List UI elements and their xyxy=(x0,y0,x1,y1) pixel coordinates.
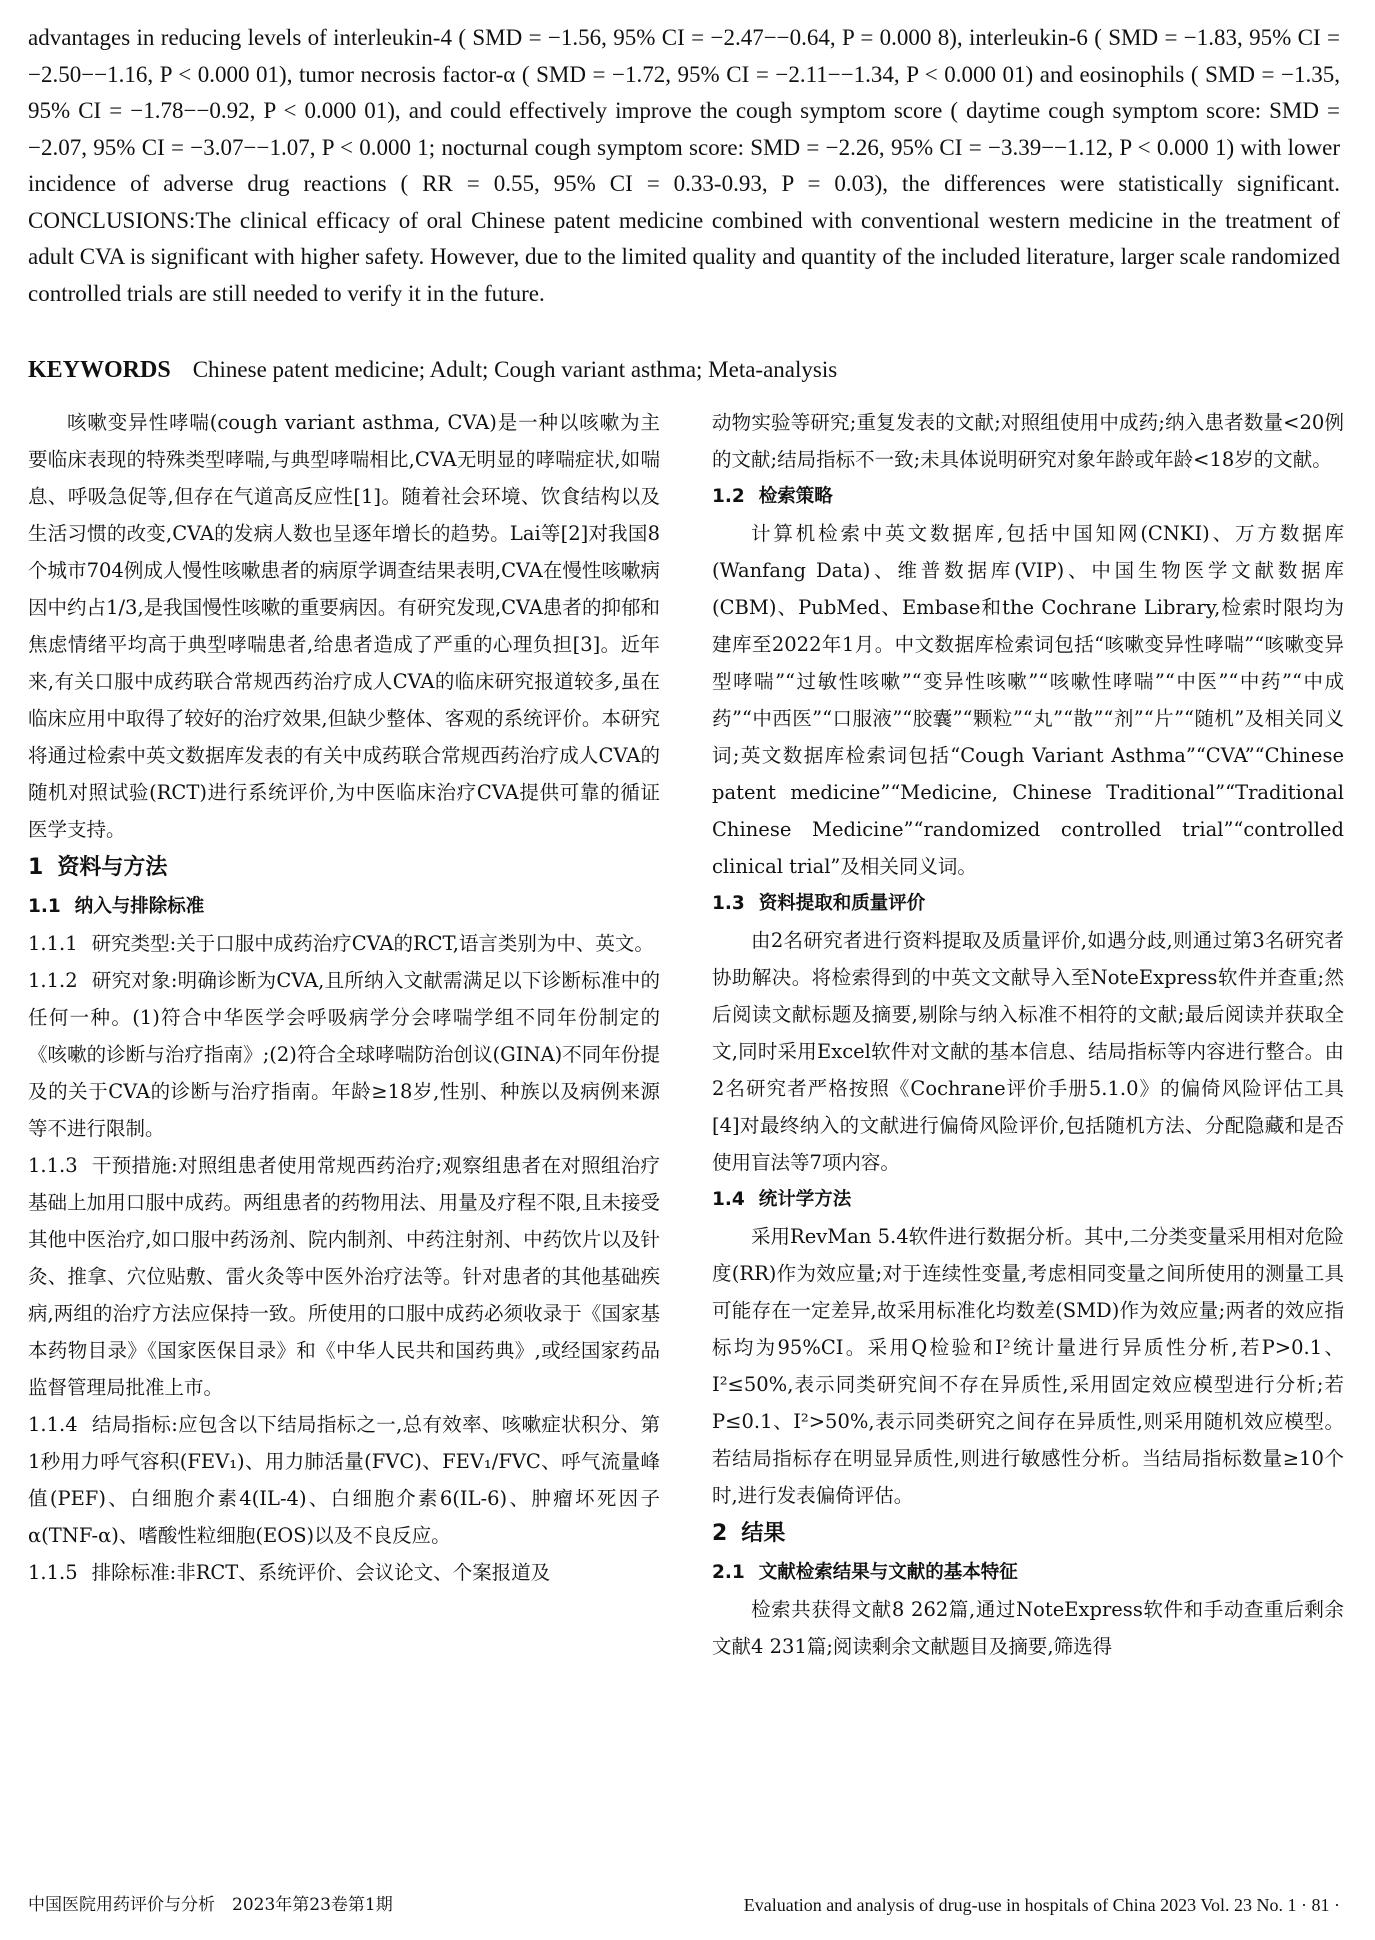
section-1-1-heading xyxy=(28,888,660,925)
para-1-1-1 xyxy=(28,925,660,962)
page-footer xyxy=(28,1890,1340,1920)
section-1-4-heading xyxy=(712,1181,1344,1218)
section-2-title: 结果 xyxy=(741,1521,786,1546)
search-strategy-paragraph: 计算机检索中英文数据库,包括中国知网(CNKI)、万方数据库(Wanfang Data)、维普数据库(VIP)、中国生物医学文献数据库(CBM)、PubMed、Embase和the Cochrane Library,检索时限均为建库至2022年1月。中文数据库检索词包括“咳嗽变异性哮喘”“咳嗽变异型哮喘”“过敏性咳嗽”“变异性咳嗽”“咳嗽性哮喘”“中医”“中药”“中成药”“中西医”“口服液”“胶囊”“颗粒”“丸”“散”“剂”“片”“随机”及相关同义词;英文数据库检索词包括“Cough Variant Asthma”“CVA”“Chinese patent medicine”“Medicine, Chinese Traditional”“Traditional Chinese Medicine”“randomized controlled trial”“controlled clinical trial”及相关同义词。 xyxy=(712,522,1344,878)
keywords-label: KEYWORDS xyxy=(28,357,171,383)
section-2-1-title: 文献检索结果与文献的基本特征 xyxy=(758,1562,1018,1583)
para-1-1-4-text: 结局指标:应包含以下结局指标之一,总有效率、咳嗽症状积分、第1秒用力呼气容积(FEV₁)、用力肺活量(FVC)、FEV₁/FVC、呼气流量峰值(PEF)、白细胞介素4(IL-4)、白细胞介素6(IL-6)、肿瘤坏死因子α(TNF-α)、嗜酸性粒细胞(EOS)以及不良反应。 xyxy=(28,1413,660,1547)
para-1-1-5 xyxy=(28,1554,660,1591)
abstract-results-text: advantages in reducing levels of interleukin-4 ( SMD = −1.56, 95% CI = −2.47−−0.64, P = 0.000 8), interleukin-6 ( SMD = −1.83, 95% CI = −2.50−−1.16, P < 0.000 01), tumor necrosis factor-α ( SMD = −1.72, 95% CI = −2.11−−1.34, P < 0.000 01) and eosinophils ( SMD = −1.35, 95% CI = −1.78−−0.92, P < 0.000 01), and could effectively improve the cough symptom score ( daytime cough symptom score: SMD = −2.07, 95% CI = −3.07−−1.07, P < 0.000 1; nocturnal cough symptom score: SMD = −2.26, 95% CI = −3.39−−1.12, P < 0.000 1) with lower incidence of adverse drug reactions ( RR = 0.55, 95% CI = 0.33-0.93, P = 0.03), the differences were statistically significant. xyxy=(28,25,1340,196)
statistics-paragraph: 采用RevMan 5.4软件进行数据分析。其中,二分类变量采用相对危险度(RR)作为效应量;对于连续性变量,考虑相同变量之间所使用的测量工具可能存在一定差异,故采用标准化均数差(SMD)作为效应量;两者的效应指标均为95%CI。采用Q检验和I²统计量进行异质性分析,若P>0.1、I²≤50%,表示同类研究间不存在异质性,采用固定效应模型进行分析;若P≤0.1、I²>50%,表示同类研究之间存在异质性,则采用随机效应模型。若结局指标存在明显异质性,则进行敏感性分析。当结局指标数量≥10个时,进行发表偏倚评估。 xyxy=(712,1225,1344,1507)
data-extraction-paragraph: 由2名研究者进行资料提取及质量评价,如遇分歧,则通过第3名研究者协助解决。将检索得到的中英文文献导入至NoteExpress软件并查重;然后阅读文献标题及摘要,剔除与纳入标准不相符的文献;最后阅读并获取全文,同时采用Excel软件对文献的基本信息、结局指标等内容进行整合。由2名研究者严格按照《Cochrane评价手册5.1.0》的偏倚风险评估工具[4]对最终纳入的文献进行偏倚风险评价,包括随机方法、分配隐藏和是否使用盲法等7项内容。 xyxy=(712,929,1344,1174)
section-2-number: 2 xyxy=(712,1521,728,1546)
footer-journal-en: Evaluation and analysis of drug-use in hospitals of China 2023 Vol. 23 No. 1 · 81 · xyxy=(743,1895,1340,1915)
intro-paragraph: 咳嗽变异性哮喘(cough variant asthma, CVA)是一种以咳嗽为主要临床表现的特殊类型哮喘,与典型哮喘相比,CVA无明显的哮喘症状,如喘息、呼吸急促等,但存在气道高反应性[1]。随着社会环境、饮食结构以及生活习惯的改变,CVA的发病人数也呈逐年增长的趋势。Lai等[2]对我国8个城市704例成人慢性咳嗽患者的病原学调查结果表明,CVA在慢性咳嗽病因中约占1/3,是我国慢性咳嗽的重要病因。有研究发现,CVA患者的抑郁和焦虑情绪平均高于典型哮喘患者,给患者造成了严重的心理负担[3]。近年来,有关口服中成药联合常规西药治疗成人CVA的临床研究报道较多,虽在临床应用中取得了较好的治疗效果,但缺少整体、客观的系统评价。本研究将通过检索中英文数据库发表的有关中成药联合常规西药治疗成人CVA的随机对照试验(RCT)进行系统评价,为中医临床治疗CVA提供可靠的循证医学支持。 xyxy=(28,411,660,841)
section-1-2-title: 检索策略 xyxy=(758,486,833,507)
para-1-1-2-text: 研究对象:明确诊断为CVA,且所纳入文献需满足以下诊断标准中的任何一种。(1)符合中华医学会呼吸病学分会哮喘学组不同年份制定的《咳嗽的诊断与治疗指南》;(2)符合全球哮喘防治创议(GINA)不同年份提及的关于CVA的诊断与治疗指南。年龄≥18岁,性别、种族以及病例来源等不进行限制。 xyxy=(28,969,660,1140)
section-1-2-heading xyxy=(712,478,1344,515)
section-1-1-title: 纳入与排除标准 xyxy=(74,896,205,917)
section-1-3-heading xyxy=(712,885,1344,922)
keywords-text: Chinese patent medicine; Adult; Cough variant asthma; Meta-analysis xyxy=(192,357,838,382)
keywords-line xyxy=(28,352,1340,388)
section-1-2-number: 1.2 xyxy=(712,486,745,507)
section-2-1-heading xyxy=(712,1554,1344,1591)
section-1-title: 资料与方法 xyxy=(57,855,168,880)
conclusions-label: CONCLUSIONS: xyxy=(28,207,196,233)
para-1-1-5-text: 排除标准:非RCT、系统评价、会议论文、个案报道及 xyxy=(91,1561,551,1584)
section-1-heading xyxy=(28,848,660,888)
para-1-1-4-number: 1.1.4 xyxy=(28,1413,78,1436)
section-1-4-title: 统计学方法 xyxy=(758,1189,852,1210)
para-1-1-3-text: 干预措施:对照组患者使用常规西药治疗;观察组患者在对照组治疗基础上加用口服中成药。两组患者的药物用法、用量及疗程不限,且未接受其他中医治疗,如口服中药汤剂、院内制剂、中药注射剂、中药饮片以及针灸、推拿、穴位贴敷、雷火灸等中医外治疗法等。针对患者的其他基础疾病,两组的治疗方法应保持一致。所使用的口服中成药必须收录于《国家基本药物目录》《国家医保目录》和《中华人民共和国药典》,或经国家药品监督管理局批准上市。 xyxy=(28,1154,660,1399)
section-2-1-number: 2.1 xyxy=(712,1562,745,1583)
para-1-1-3-number: 1.1.3 xyxy=(28,1154,78,1177)
para-1-1-5-number: 1.1.5 xyxy=(28,1561,78,1584)
para-1-1-1-text: 研究类型:关于口服中成药治疗CVA的RCT,语言类别为中、英文。 xyxy=(91,932,654,955)
para-1-1-4 xyxy=(28,1406,660,1554)
right-column xyxy=(712,404,1344,1665)
para-1-1-2-number: 1.1.2 xyxy=(28,969,78,992)
section-1-number: 1 xyxy=(28,855,44,880)
section-1-4-number: 1.4 xyxy=(712,1189,745,1210)
exclusion-continued: 动物实验等研究;重复发表的文献;对照组使用中成药;纳入患者数量<20例的文献;结局指标不一致;未具体说明研究对象年龄或年龄<18岁的文献。 xyxy=(712,411,1344,471)
section-1-3-number: 1.3 xyxy=(712,893,745,914)
abstract-results-conclusions xyxy=(28,20,1340,312)
section-2-heading xyxy=(712,1514,1344,1554)
results-paragraph: 检索共获得文献8 262篇,通过NoteExpress软件和手动查重后剩余文献4 231篇;阅读剩余文献题目及摘要,筛选得 xyxy=(712,1598,1344,1658)
section-1-3-title: 资料提取和质量评价 xyxy=(758,893,926,914)
para-1-1-2 xyxy=(28,962,660,1147)
conclusions-text: The clinical efficacy of oral Chinese patent medicine combined with conventional western medicine in the treatment of adult CVA is significant with higher safety. However, due to the limited quality and quantity of the included literature, larger scale randomized controlled trials are still needed to verify it in the future. xyxy=(28,207,1340,306)
left-column xyxy=(28,404,660,1591)
footer-journal-cn: 中国医院用药评价与分析 2023年第23卷第1期 xyxy=(28,1895,393,1915)
para-1-1-1-number: 1.1.1 xyxy=(28,932,78,955)
section-1-1-number: 1.1 xyxy=(28,896,61,917)
para-1-1-3 xyxy=(28,1147,660,1406)
